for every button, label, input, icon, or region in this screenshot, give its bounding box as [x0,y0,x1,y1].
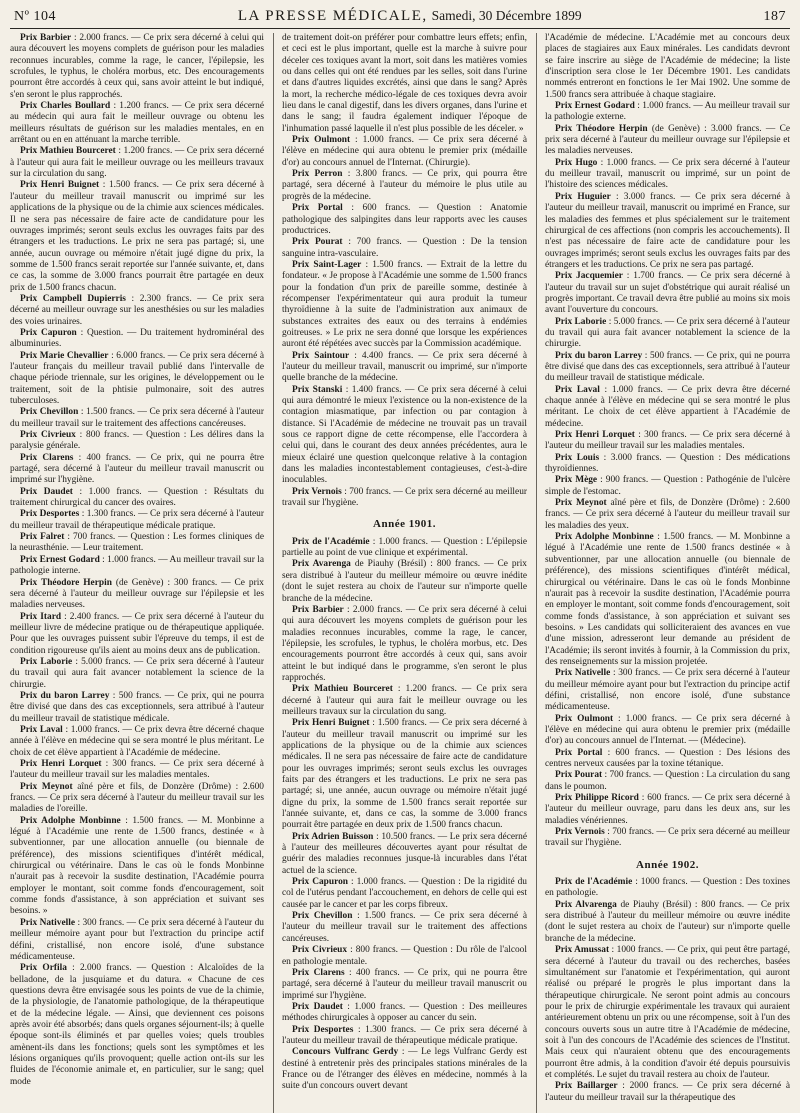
publication-line [238,8,582,25]
prize-entry [282,968,527,1002]
prize-entry [282,945,527,968]
prize-entry [545,317,790,351]
prize-entry [545,498,790,532]
prize-amount: aîné père et fils, de Donzère (Drôme) : 2.600 francs. [10,781,264,804]
prize-entry [545,158,790,192]
prize-entry [282,718,527,831]
prize-description: — Ce prix sera décerné au meilleur travail sur l'hygiène. [282,486,527,509]
prize-entry [10,33,264,101]
prize-name: Prix Louis [555,452,600,463]
prize-description: — Ce prix sera décerné au meilleur ouvrage sur les anesthésies ou sur les maladies des voies urinaires. [10,293,264,327]
prize-description: — Ce prix, qui ne pourra être partagé, sera décerné à l'auteur du meilleur travail manuscrit ou imprimé sur l'hygiène. [10,452,264,486]
prize-amount: : 300 francs. [610,668,661,679]
prize-entry [10,759,264,782]
prize-name: Prix Capuron [292,877,348,888]
prize-entry [10,816,264,918]
prize-description: — M. Monbinne a légué à l'Académie une rente de 1.500 francs destinée « à subventionner, par une allocation annuelle (ou biennale de préférence), des missions scientifiques d'intérêt médical, chirurgical ou vétérinaire. Dans le cas où le fonds Monbinne n'aurait pas à recevoir la susdite destination, l'Académie pourra en employer le montant, soit comme fonds d'encouragement, soit comme fonds d'assistance, à son appréciation et suivant ses besoins. » Les candidats qui solliciteraient des avances en vue d'une mission, adresseront leur demande au président de l'Académie; ils seront invités à fournir, à la Commission du prix, des renseignements sur la mission projetée. [545,532,790,667]
prize-description: — Ce prix sera décerné à l'auteur du meilleur travail de thérapeutique médicale pratique. [282,1024,527,1046]
prize-description: — Question : Des toxines en pathologie. [545,877,790,899]
prize-amount: : 1.300 francs. [353,1024,417,1035]
prize-description: — Ce prix sera décerné à l'auteur du meilleur travail sur le traitement des affections cancéreuses. [10,407,264,429]
prize-amount: : 1.500 francs. [369,718,427,729]
prize-amount: : 2.400 francs. [61,611,120,622]
prize-entry [282,877,527,911]
prize-amount: : 700 francs. [341,486,391,497]
prize-entry [10,351,264,408]
prize-description: — Ce prix, qui ne pourra être partagé, sera décerné à l'auteur du meilleur travail manuscrit ou imprimé sur l'hygiène. [282,967,527,1001]
prize-amount: : 1.500 francs. [352,911,416,922]
prize-description: — Question : Du rôle de l'alcool en pathologie mentale. [282,945,527,967]
prize-entry [10,146,264,180]
prize-name: Prix Oulmont [292,135,351,146]
prize-description: — Du traitement hydrominéral des albuminuries. [10,327,264,350]
prize-entry [10,101,264,146]
prize-name: Concours Vulfranc Gerdy [292,1047,399,1058]
prize-description: — Ce prix devra être décerné chaque année à l'élève en médecine qui se sera montré le plus méritant. Le choix de cet élève appartient à l'Académie de médecine. [545,384,790,429]
prize-amount: : 10.500 francs. [373,831,436,842]
prize-name: Prix Portal [292,203,343,214]
prize-name: Prix Henri Lorquet [20,759,102,769]
prize-name: Prix Marie Chevallier [20,350,109,361]
prize-name: Prix Itard [20,611,62,622]
prize-amount: (de Genève) : 300 francs. [111,577,218,588]
prize-entry [282,684,527,718]
continued-text: de traitement doit-on préférer pour combattre leurs effets; enfin, et ceci est le plus important, quelle est la marche à suivre pour déceler ces toxiques avant la mort, soit dans les matières vomies ou dans celles qui ont été rendues par les selles, soit dans l'urine et dans d'autres liquides excrétés, ainsi que dans le sang? Après la mort, la recherche médico-légale de ces toxiques devra avoir lieu dans le canal digestif, dans les divers organes, dans l'urine et dans le sang; il faudra également indiquer l'époque de l'inhumation passé laquelle il n'est plus possible de les déceler. » [282,33,527,134]
prize-amount: : 1.500 francs. [361,259,423,270]
year-heading: Année 1902. [636,858,699,871]
prize-entry [282,351,527,385]
prize-entry [545,271,790,316]
prize-name: Prix Adrien Buisson [292,831,374,842]
prize-amount: : 1.200 francs. [115,146,173,157]
prize-entry [545,877,790,900]
issue-number: Nº 104 [14,9,56,24]
prize-name: Prix Mège [555,475,598,486]
prize-entry [10,453,264,487]
prize-amount: : 1.000 francs. [347,877,406,888]
prize-amount: : 2000 francs. [617,1081,679,1092]
column-2 [273,33,527,1113]
prize-entry [545,192,790,271]
column-3 [536,33,790,1113]
prize-amount: : 1.000 francs. [613,713,677,724]
prize-description: — Ce prix sera décerné à l'auteur du meilleur ouvrage, paru dans les deux ans, sur les maladies vénériennes. [545,793,790,826]
prize-name: Prix Chevillon [20,407,79,418]
prize-description: — Question : Les délires dans la paralysie générale. [10,430,264,452]
prize-entry [545,1081,790,1104]
page-number: 187 [763,9,786,24]
prize-description: — Ce prix sera décerné à l'auteur français du meilleur travail publié dans l'intervalle de chaque période triennale, sur les origines, le développement ou le traitement, soit de la phtisie pulmonaire, soit des autres tuberculoses. [10,350,264,406]
prize-name: Prix Saintour [292,350,350,361]
prize-entry [545,945,790,1081]
prize-amount: : 500 francs. [642,350,692,361]
prize-amount: : 700 francs. [602,770,652,781]
prize-name: Prix Avarenga [292,559,351,570]
prize-name: Prix Théodore Herpin [20,577,112,588]
prize-description: — Ce prix sera décerné à l'auteur du meilleur travail, manuscrit ou imprimé en France, sur les maladies des femmes et plus spécialement sur le traitement chirurgical de ces affections (non compris les accouchements). Il n'est pas nécessaire de faire acte de candidature pour les ouvrages imprimés; seront seuls exclus les ouvrages faits par des étrangers et les traductions. Ce prix ne sera pas partagé. [545,191,790,270]
prize-amount: : 2.000 francs. [66,963,132,974]
prize-amount: : 1.000 francs. [597,157,657,168]
prize-amount: : 600 francs. [638,793,690,804]
prize-description: — Ce prix sera décerné à l'auteur du meilleur travail, manuscrit ou imprimé, sur n'importe quelle branche de la médecine. [282,350,527,384]
prize-entry [10,407,264,430]
prize-name: Prix Perron [292,169,343,180]
prize-entry [282,385,527,487]
prize-name: Prix Pourat [555,770,603,781]
prize-name: Prix de l'Académie [292,536,370,547]
prize-description: — Ce prix sera décerné à l'auteur du meilleur ouvrage sur l'épilepsie et les maladies nerveuses. [10,577,264,611]
prize-description: — Au meilleur travail sur la pathologie externe. [545,101,790,123]
prize-entry [545,351,790,385]
prize-entry [10,430,264,453]
prize-amount: : 1.000 francs. [369,536,428,547]
prize-amount: : 700 francs. [64,532,116,543]
prize-description: — Ce prix sera décerné au meilleur travail sur l'hygiène. [545,827,790,849]
prize-description: — Question : De la rigidité du col de l'utérus pendant l'accouchement, en dehors de celle qui est causée par le cancer et par les corps fibreux. [282,877,527,910]
prize-description: — Ce prix sera décerné à l'auteur du meilleur travail sur la thérapeutique des [545,1081,790,1103]
prize-name: Prix Nativelle [20,917,76,928]
prize-name: Prix Henri Buignet [292,718,370,729]
prize-amount: : 400 francs. [73,452,131,463]
prize-name: Prix Desportes [292,1024,354,1035]
prize-amount: : 1.500 francs. [653,532,714,543]
prize-description: — Ce prix sera distribué à l'auteur du meilleur mémoire ou œuvre inédite (dont le sujet restera au choix de l'auteur) sur n'importe quelle branche de la médecine. [545,899,790,944]
prize-entry [545,430,790,453]
prize-name: Prix du baron Larrey [555,350,643,361]
prize-description: — Ce prix, qui ne pourra être divisé que dans des cas exceptionnels, sera attribué à l'auteur du meilleur travail de statistique médicale. [545,350,790,384]
publication-date: Samedi, 30 Décembre 1899 [431,8,582,23]
prize-amount: : 1.500 francs. [78,407,135,418]
prize-description: — Question : L'épilepsie partielle au point de vue clinique et expérimental. [282,536,527,559]
prize-name: Prix Théodore Herpin [555,123,648,134]
prize-entry [10,328,264,351]
prize-name: Prix Nativelle [555,668,611,679]
prize-name: Prix Meynot [20,781,73,792]
prize-amount: : Question. [76,327,124,338]
prize-entry [282,203,527,237]
prize-amount: : 800 francs. [75,430,130,441]
prize-amount: : 500 francs. [109,690,162,701]
prize-entry [545,385,790,430]
prize-description: — Ce prix sera décerné à l'auteur du meilleur travail de thérapeutique médicale pratique. [10,509,264,531]
prize-description: — Question : Des médications thyroïdiennes. [545,452,790,475]
prize-name: Prix Barbier [20,33,72,43]
prize-description: — Question : Alcaloïdes de la belladone, de la jusquiame et du datura. « Chacune de ces questions devra être envisagée sous les points de vue de la chimie, de la physiologie, de l'anatomie pathologique, de la thérapeutique et de la médecine légale. — Ainsi, que deviennent ces poisons après avoir été absorbés; dans quels organes séjournent-ils; à quelle époque sont-ils éliminés et par quelles voies; quels troubles amènent-ils dans les fonctions; quels sont les symptômes et les lésions organiques qu'ils provoquent; quelle action ont-ils sur les fluides de l'économie animale et, en particulier, sur le sang; quel mode [10,963,264,1087]
prize-description: — Extrait de la lettre du fondateur. « Je propose à l'Académie une somme de 1.500 francs pour la fondation d'un prix de pareille somme, destinée à récompenser l'expérimentateur qui aura produit la tumeur thyroïdienne à la suite de l'administration aux animaux de substances extraites des eaux ou des terrains à endémies goitreuses. » Le prix ne sera donné que lorsque les expériences auront été répétées avec succès par la Commission académique. [282,259,527,350]
prize-name: Prix Henri Lorquet [555,430,635,441]
prize-name: Prix Mathieu Bourceret [20,146,116,157]
prize-name: Prix Meynot [555,498,607,509]
prize-entry [282,605,527,684]
prize-entry [282,487,527,510]
prize-entry [545,793,790,827]
prize-name: Prix Orfila [20,963,67,974]
prize-description: — Ce prix sera décerné à celui qui aura découvert les moyens complets de guérison pour les maladies reconnues incurables, comme la rage, le cancer, l'épilepsie, les scrofules, le typhus, le choléra morbus, etc. Des encouragements pourront être accordés à ceux qui, sans avoir atteint le but indiqué dans le programme, s'en seront le plus rapprochés. [282,604,527,683]
columns [10,33,790,1113]
prize-name: Prix Laborie [555,316,607,327]
prize-name: Prix Barbier [292,604,344,615]
prize-entry [282,1002,527,1025]
prize-entry [545,748,790,771]
prize-description: — Ce prix sera décerné à l'auteur du meilleur mémoire ayant pour but l'extraction du principe actif défini, cristallisé, non encore isolé, d'une substance médicamenteuse. [10,917,264,962]
prize-entry [10,294,264,328]
prize-description: — Ce prix sera décerné à l'auteur du meilleur travail manuscrit ou imprimé sur les applications de la physique ou de la chimie aux sciences médicales. Il ne sera pas nécessaire de faire acte de candidature pour les ouvrages imprimés; seront seuls exclus les ouvrages faits par des étrangers et les traductions. Le prix ne sera pas partagé; si, une année, aucun ouvrage ou mémoire n'était jugé digne du prix, la somme de 1.500 francs serait reportée sur l'année suivante, et, dans ce cas, la somme de 3.000 francs pourrait être partagée en deux prix de 1.500 francs chacun. [10,180,264,293]
prize-entry [545,124,790,158]
prize-entry [10,578,264,612]
prize-amount: de Piauhy (Brésil) : 800 francs. [616,899,745,910]
prize-entry [545,475,790,498]
prize-entry [282,135,527,169]
prize-description: — Ce prix sera décerné à l'auteur du meilleur travail sur les maladies de l'oreille. [10,793,264,815]
prize-amount: : 1.000 francs. [634,101,691,112]
prize-description: — Question : De la tension sanguine intra-vasculaire. [282,237,527,259]
prize-amount: : 900 francs. [597,475,649,486]
prize-amount: : 700 francs. [604,827,654,838]
prize-name: Prix Baillarger [555,1081,618,1092]
prize-description: — Ce prix sera distribué à l'auteur du meilleur mémoire ou œuvre inédite (dont le sujet restera au choix de l'auteur sur n'importe quelle branche de la médecine. [282,559,527,604]
prize-description: — Ce prix sera décerné à celui qui aura découvert les moyens complets de guérison pour les maladies reconnues incurables, comme la rage, le cancer, l'épilepsie, les scrofules, le typhus, le choléra morbus, etc. Des encouragements pourront être accordés à ceux qui, sans avoir atteint le but indiqué, s'en seront le plus rapprochés. [10,33,264,100]
prize-amount: : 2.000 francs. [343,604,403,615]
prize-description: — Ce prix sera décerné à l'auteur qui aura fait le meilleur ouvrage ou les meilleurs travaux sur la circulation du sang. [282,684,527,717]
prize-amount: : 600 francs. [602,747,660,758]
prize-description: — Ce prix sera décerné à celui qui aura démontré le mieux l'existence ou la non-existence de la contagion miasmatique, par infection ou par contagion à distance. Si l'Académie de médecine ne trouvait pas un travail sous ce rapport digne de cette récompense, elle l'accordera à celui qui, dans le courant des deux années précédentes, aura le mieux éclairé une question quelconque relative à la contagion dans les maladies incontestablement contagieuses, c'est-à-dire inoculables. [282,384,527,486]
prize-entry [545,827,790,850]
prize-entry [282,237,527,260]
prize-entry [282,832,527,877]
prize-entry [10,918,264,963]
prize-description: — M. Monbinne a légué à l'Académie une rente de 1.500 francs, destinée « à subventionner, par une allocation annuelle (ou biennale de préférence), des missions scientifiques d'intérêt médical, chirurgical ou vétérinaire. Dans le cas où le fonds Monbinne n'aurait pas à recevoir la susdite destination, l'Académie pourra employer le montant, soit comme fonds d'encouragement, soit comme fonds d'assistance, à son appréciation et suivant ses besoins. » [10,815,264,917]
prize-entry [10,612,264,657]
prize-entry [10,963,264,1088]
prize-description: — Ce prix sera décerné à l'auteur du travail sur un sujet d'obstétrique qui aurait réalisé un progrès important. Ce travail devra être publié au moins six mois avant l'ouverture du concours. [545,271,790,316]
prize-entry [545,532,790,668]
prize-description: — Ce prix sera décerné à l'auteur du travail qui aura fait avancer notablement la science de la chirurgie. [10,656,264,690]
prize-name: Prix Amussat [555,945,610,956]
prize-amount: : 400 francs. [344,967,400,978]
prize-name: Prix Adolphe Monbinne [20,815,121,826]
prize-entry [545,770,790,793]
continued-text: l'Académie de médecine. L'Académie met au concours deux places de stagiaires aux Eaux minérales. Les candidats devront se faire inscrire au siège de l'Académie de médecine; la liste d'inscription sera close le 1er Décembre 1901. Les candidats nommés entreront en fonctions le 1er Mai 1902. Une somme de 1.500 francs sera attribuée à chaque stagiaire. [545,33,790,100]
prize-amount: : 5.000 francs. [606,316,663,327]
prize-description: — Question : Anatomie pathologique des salpingites dans leur rapports avec les causes productrices. [282,203,527,236]
prize-name: Prix Pourat [292,237,343,248]
prize-entry [10,782,264,816]
prize-entry [10,725,264,759]
prize-description: — Question : Pathogénie de l'ulcère simple de l'estomac. [545,475,790,497]
prize-amount: : 1000 francs. [609,945,664,956]
prize-name: Prix Clarens [20,452,74,463]
prize-description: — Le prix sera décerné à l'auteur des meilleures découvertes ayant pour résultat de guérir des maladies reconnues jusque-là incurables dans l'état actuel de la science. [282,831,527,876]
prize-entry [10,657,264,691]
prize-description: — Ce prix sera décerné à l'auteur du meilleur travail, manuscrit ou imprimé, sur un point de l'histoire des sciences médicales. [545,157,790,191]
prize-amount: : [398,1047,405,1058]
prize-name: Prix Portal [555,747,603,758]
prize-name: Prix de l'Académie [555,877,633,888]
prize-entry [282,169,527,203]
prize-description: — Ce prix devra être décerné chaque année à l'élève en médecine qui se sera montré le plus méritant. Le choix de cet élève appartient à l'Académie de médecine. [10,724,264,758]
prize-name: Prix Civrieux [20,430,76,441]
prize-description: — Ce prix sera décerné à l'auteur du travail qui aura fait avancer notablement la science de la chirurgie. [545,316,790,350]
prize-entry [10,487,264,510]
prize-description: — Ce prix sera décerné à l'auteur du meilleur ouvrage sur l'épilepsie et les maladies nerveuses. [545,123,790,157]
prize-description: — Ce prix, qui ne pourra être divisé que dans des cas exceptionnels, sera attribué à l'auteur du meilleur travail de statistique médicale. [10,690,264,724]
prize-description: — Le legs Vulfranc Gerdy est destiné à entretenir près des principales stations minérales de la France ou de l'étranger des élèves en médecine, nommés à la suite d'un concours ouvert devant [282,1047,527,1092]
prize-description: — Ce prix sera décerné au médecin qui aura fait le meilleur ouvrage ou obtenu les meilleurs résultats de guérison sur les maladies mentales, en en arrêtant ou en en atténuant la marche terrible. [10,101,264,146]
prize-name: Prix du baron Larrey [20,690,110,701]
prize-amount: aîné père et fils, de Donzère (Drôme) : 2.600 francs. [545,498,790,520]
prize-description: — Ce prix sera décerné à l'élève en médecine qui aura obtenu le premier prix (médaille d'or) au concours annuel de l'Internat. (Chirurgie). [282,135,527,168]
prize-entry [282,1047,527,1092]
prize-amount: : 1.700 francs. [622,271,684,282]
prize-name: Prix Falret [20,532,65,543]
prize-name: Prix Laval [555,384,600,395]
prize-entry [545,453,790,476]
prize-name: Prix Capuron [20,327,77,338]
prize-name: Prix Ernest Godard [555,101,635,112]
prize-amount: : 3.800 francs. [342,169,408,180]
prize-name: Prix Huguier [555,191,611,202]
prize-description: — Question : Résultats du traitement chirurgical du cancer des ovaires. [10,486,264,509]
prize-name: Prix Clarens [292,967,345,978]
prize-entry [545,714,790,748]
prize-amount: : 300 francs. [634,430,687,441]
prize-amount: : 1.200 francs. [392,684,457,695]
prize-description: — Ce prix, qui pourra être partagé, sera décerné à l'auteur du mémoire le plus utile au progrès de la médecine. [282,169,527,202]
prize-amount: : 1.000 francs. [599,384,663,395]
prize-name: Prix Alvarenga [555,899,617,910]
prize-description: — Ce prix sera décerné à l'auteur du meilleur travail sur le traitement des affections cancéreuses. [282,911,527,944]
prize-description: — Question : Les formes cliniques de la neurasthénie. — Leur traitement. [10,532,264,554]
prize-description: — Ce prix sera décerné à l'auteur du meilleur travail sur les maladies mentales. [545,430,790,452]
prize-name: Prix Daudet [20,486,73,497]
prize-name: Prix Henri Buignet [20,180,100,191]
prize-description: — Ce prix sera décerné à l'auteur du meilleur travail sur les maladies mentales. [10,759,264,781]
prize-entry [10,509,264,532]
prize-name: Prix Desportes [20,509,80,520]
prize-name: Prix Daudet [292,1001,343,1012]
publication-title: LA PRESSE MÉDICALE, [237,8,428,24]
prize-entry [282,260,527,351]
prize-name: Prix Ernest Godard [20,554,100,565]
prize-description: — Question : La circulation du sang dans le poumon. [545,770,790,792]
prize-entry [10,555,264,578]
prize-name: Prix Stanski [292,384,343,395]
prize-description: — Au meilleur travail sur la pathologie interne. [10,554,264,577]
prize-amount: : 1.200 francs. [110,101,169,112]
prize-amount: : 1.000 francs. [342,1001,406,1012]
prize-amount: : 3.000 francs. [610,191,676,202]
prize-name: Prix Adolphe Monbinne [555,532,654,543]
prize-amount: (de Genève) : 3.000 francs. [647,123,762,134]
prize-amount: : 300 francs. [75,917,125,928]
prize-amount: : 1.000 francs. [62,724,120,735]
prize-description: — Question : Des lésions des centres nerveux causées par la toxine tétanique. [545,747,790,769]
prize-description: — Ce prix sera décerné à l'auteur du meilleur travail manuscrit ou imprimé sur les applications de la physique ou de la chimie aux sciences médicales. Il ne sera pas nécessaire de faire acte de candidature pour les ouvrages imprimés; seront seuls exclus les ouvrages faits par des étrangers et les traductions. Le prix ne sera pas partagé; si, une année, aucun ouvrage ou mémoire n'était jugé digne du prix, la somme de 1.500 francs serait reportée sur l'année suivante, et, dans ce cas, la somme de 3.000 francs pourrait être partagée en deux prix de 1.500 francs chacun. [282,718,527,831]
prize-description: — Ce prix sera décerné à l'auteur du meilleur livre de médecine pratique ou de thérapeutique appliquée. Pour que les ouvrages puissent subir l'épreuve du temps, il est de condition rigoureuse qu'ils aient au moins deux ans de publication. [10,611,264,656]
prize-name: Prix Charles Boullard [20,101,111,112]
prize-amount: : 800 francs. [347,945,399,956]
prize-amount: : 1.500 francs. [120,815,184,826]
masthead [10,8,790,29]
prize-amount: : 1000 francs. [632,877,688,888]
prize-entry [10,180,264,293]
prize-description: — Ce prix sera décerné à l'auteur qui aura fait le meilleur ouvrage ou les meilleurs travaux sur la circulation du sang. [10,146,264,180]
prize-name: Prix Chevillon [292,911,353,922]
prize-amount: : 700 francs. [342,237,402,248]
prize-entry [545,900,790,945]
prize-name: Prix Jacquemier [555,271,623,282]
prize-entry [10,691,264,725]
prize-description: — Question : Des meilleures méthodes chirurgicales à opposer au cancer du sein. [282,1001,527,1024]
prize-amount: : 1.000 francs. [350,135,414,146]
prize-description: — Ce prix, qui peut être partagé, sera décerné à l'auteur du travail ou des recherches, basées simultanément sur l'anatomie et l'expérimentation, qui auront réalisé ou préparé le progrès le plus important dans la thérapeutique chirurgicale. Ne seront point admis au concours pour le prix de chirurgie expérimentale les travaux qui auraient antérieurement obtenu un prix ou une récompense, soit à l'un des concours ouverts sous un autre titre à l'Académie de médecine, soit à l'un des concours de l'Académie des sciences de l'Institut. Mais ceux qui n'auraient obtenu que des encouragements pourront être admis, à la condition d'avoir été depuis poursuivis et complétés. Le sujet du travail restera au choix de l'auteur. [545,945,790,1080]
prize-name: Prix Oulmont [555,713,614,724]
prize-description: — Ce prix sera décerné à l'auteur du meilleur mémoire ayant pour but l'extraction du principe actif défini, cristallisé, non encore isolé, d'une substance médicamenteuse. [545,668,790,713]
prize-entry [282,537,527,560]
prize-entry [282,911,527,945]
prize-amount: : 300 francs. [101,759,156,769]
prize-amount: : 2.300 francs. [125,293,192,304]
prize-entry [282,559,527,604]
prize-entry [545,101,790,124]
prize-amount: : 1.000 francs. [72,486,142,497]
prize-name: Prix Vernois [555,827,605,838]
prize-description: — Ce prix sera décerné à l'auteur du meilleur travail sur les maladies des yeux. [545,509,790,531]
prize-amount: : 1.300 francs. [79,509,136,520]
prize-amount: : 3.000 francs. [599,452,662,463]
prize-amount: : 1.000 francs. [99,554,156,565]
prize-amount: de Piauhy (Brésil) : 800 francs. [350,559,481,570]
prize-name: Prix Hugo [555,157,598,168]
prize-amount: : 600 francs. [342,203,411,214]
prize-name: Prix Saint-Lager [292,259,362,270]
prize-description: — Ce prix sera décerné à l'élève en médecine qui aura obtenu le premier prix (médaille d'or) au concours annuel de l'Internat. — (Médecine). [545,713,790,747]
prize-name: Prix Laborie [20,656,73,667]
prize-entry [282,1025,527,1048]
prize-amount: : 1.500 francs. [99,180,159,191]
prize-name: Prix Mathieu Bourceret [292,684,393,695]
prize-amount: : 6.000 francs. [108,350,166,361]
prize-entry [545,668,790,713]
column-1 [10,33,264,1113]
prize-amount: : 1.400 francs. [342,384,402,395]
prize-entry [10,532,264,555]
prize-amount: : 2.000 francs. [71,33,129,43]
prize-name: Prix Campbell Dupierris [20,293,126,304]
prize-amount: : 4.400 francs. [349,350,414,361]
prize-amount: : 5.000 francs. [72,656,131,667]
prize-name: Prix Vernois [292,486,342,497]
prize-name: Prix Civrieux [292,945,348,956]
prize-name: Prix Philippe Ricord [555,793,639,804]
year-heading: Année 1901. [373,518,436,531]
prize-name: Prix Laval [20,724,63,735]
